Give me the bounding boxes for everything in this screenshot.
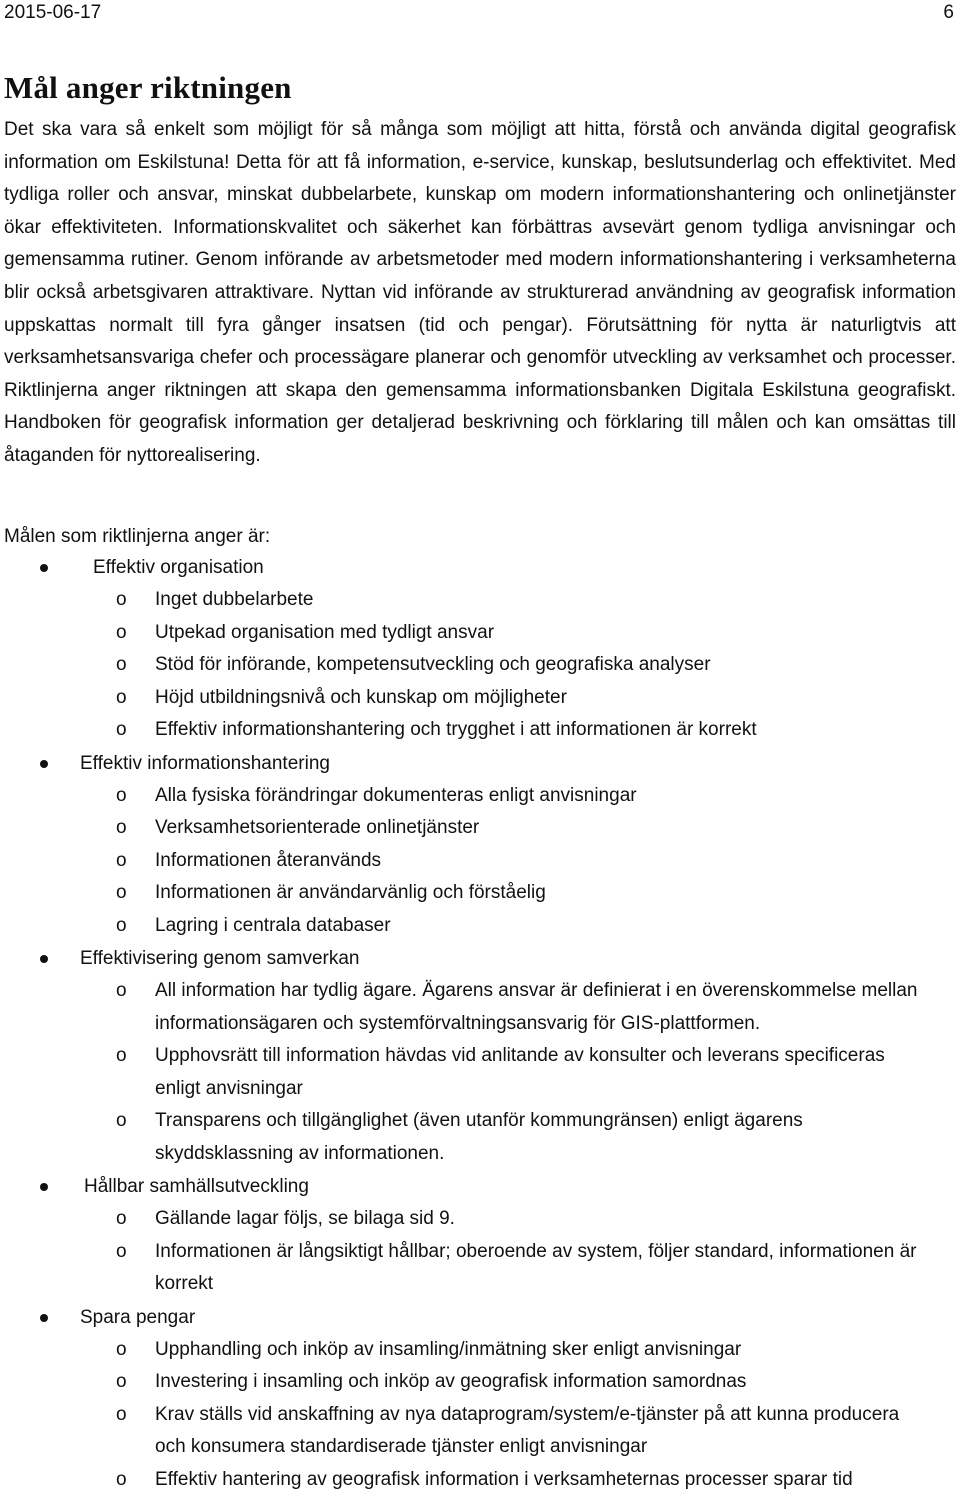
sub-item-text: Stöd för införande, kompetensutveckling och geografiska analyser bbox=[155, 654, 711, 675]
bullet-icon bbox=[40, 564, 48, 572]
ring-bullet-icon: o bbox=[116, 686, 127, 708]
bullet-icon bbox=[40, 955, 48, 963]
sub-item bbox=[0, 1366, 935, 1399]
goal-item bbox=[0, 1170, 960, 1203]
page-header bbox=[4, 0, 954, 24]
page-number: 6 bbox=[943, 2, 954, 23]
goal-label: Effektiv informationshantering bbox=[80, 752, 330, 774]
goal-label: Effektivisering genom samverkan bbox=[80, 948, 360, 969]
ring-bullet-icon: o bbox=[116, 719, 127, 740]
ring-bullet-icon: o bbox=[116, 817, 127, 838]
sub-item bbox=[0, 845, 935, 878]
sub-item bbox=[0, 1203, 935, 1236]
sub-item-text: Transparens och tillgänglighet (även utanför kommungränsen) enligt ägarens skyddsklassning av informationen. bbox=[155, 1110, 803, 1164]
goal-label: Effektiv organisation bbox=[93, 557, 264, 578]
goal-label: Spara pengar bbox=[80, 1306, 196, 1328]
sub-item bbox=[0, 584, 935, 617]
sub-item bbox=[0, 1105, 935, 1170]
sub-item bbox=[0, 1040, 935, 1105]
sub-item-text: Alla fysiska förändringar dokumenteras enligt anvisningar bbox=[155, 784, 637, 806]
sub-item-text: Upphandling och inköp av insamling/inmätning sker enligt anvisningar bbox=[155, 1338, 742, 1360]
header-date: 2015-06-17 bbox=[4, 2, 102, 23]
sub-item-text: Upphovsrätt till information hävdas vid anlitande av konsulter och leverans specificeras enligt anvisningar bbox=[155, 1045, 885, 1099]
sub-item bbox=[0, 1236, 935, 1301]
bullet-icon bbox=[40, 760, 48, 768]
sub-item-text: Effektiv informationshantering och trygghet i att informationen är korrekt bbox=[155, 719, 757, 740]
sub-item-text: Lagring i centrala databaser bbox=[155, 914, 391, 936]
goal-item bbox=[0, 747, 960, 780]
sub-item bbox=[0, 910, 935, 943]
ring-bullet-icon: o bbox=[116, 914, 127, 936]
sub-item-text: Gällande lagar följs, se bilaga sid 9. bbox=[155, 1208, 455, 1229]
ring-bullet-icon: o bbox=[116, 1110, 127, 1131]
ring-bullet-icon: o bbox=[116, 882, 127, 903]
ring-bullet-icon: o bbox=[116, 589, 127, 610]
sub-item-text: Höjd utbildningsnivå och kunskap om möjligheter bbox=[155, 686, 567, 708]
ring-bullet-icon: o bbox=[116, 1240, 127, 1262]
sub-item-text: Investering i insamling och inköp av geografisk information samordnas bbox=[155, 1371, 747, 1392]
sub-item-text: Verksamhetsorienterade onlinetjänster bbox=[155, 817, 480, 838]
ring-bullet-icon: o bbox=[116, 1371, 127, 1392]
sub-item-text: Informationen återanvänds bbox=[155, 849, 382, 871]
bullet-icon bbox=[40, 1314, 48, 1322]
sub-item-text: Utpekad organisation med tydligt ansvar bbox=[155, 621, 495, 643]
ring-bullet-icon: o bbox=[116, 654, 127, 675]
sub-item bbox=[0, 617, 935, 650]
sub-item bbox=[0, 1464, 935, 1496]
body-paragraph bbox=[4, 114, 956, 473]
sub-item bbox=[0, 649, 935, 682]
goals-list bbox=[0, 551, 960, 1496]
goal-item bbox=[0, 1301, 960, 1334]
sub-item-text: Krav ställs vid anskaffning av nya dataprogram/system/e-tjänster på att kunna producera och konsumera standardiserade tjänster enligt anvisningar bbox=[155, 1403, 900, 1457]
sub-item-text: All information har tydlig ägare. Ägarens ansvar är definierat i en överenskommelse mellan informationsägaren och systemförvaltningsansvarig för GIS-plattformen. bbox=[155, 980, 918, 1034]
ring-bullet-icon: o bbox=[116, 980, 127, 1001]
bullet-icon bbox=[40, 1183, 48, 1191]
sub-item bbox=[0, 1334, 935, 1367]
ring-bullet-icon: o bbox=[116, 784, 127, 806]
sub-item-text: Effektiv hantering av geografisk information i verksamheternas processer sparar tid bbox=[155, 1468, 853, 1490]
goal-item bbox=[0, 942, 960, 975]
sub-item-text: Informationen är användarvänlig och förståelig bbox=[155, 882, 546, 903]
sub-item bbox=[0, 780, 935, 813]
sub-item bbox=[0, 682, 935, 715]
paragraph-part-2: Informationskvalitet och säkerhet kan förbättras avsevärt genom tydliga anvisningar och gemensamma rutiner. Genom införande av arbetsmetoder med modern informationshantering i verksamheterna blir också arbetsgivaren attraktivare. Nyttan vid införande av strukturerad användning av geografisk information uppskattas normalt till fyra gånger insatsen (tid och pengar). Förutsättning för nytta är naturligtvis att verksamhetsansvariga chefer och processägare planerar och genomför utveckling av verksamhet och processer. Riktlinjerna anger riktningen att skapa den gemensamma informationsbanken Digitala Eskilstuna geografiskt. Handboken för geografisk information ger detaljerad beskrivning och förklaring till målen och kan omsättas till åtaganden för nyttorealisering. bbox=[4, 216, 957, 466]
sub-item bbox=[0, 714, 935, 747]
paragraph-part-1: Det ska vara så enkelt som möjligt för så många som möjligt att hitta, förstå och använda digital geografisk information om Eskilstuna! Detta för att få information, e-service, kunskap, beslutsunderlag och effektivitet. Med tydliga roller och ansvar, minskat dubbelarbete, kunskap om modern informationshantering och onlinetjänster ökar effektiviteten. bbox=[4, 119, 956, 238]
sub-item-text: Informationen är långsiktigt hållbar; oberoende av system, följer standard, informationen är korrekt bbox=[155, 1240, 917, 1294]
ring-bullet-icon: o bbox=[116, 1045, 127, 1066]
sub-item bbox=[0, 1399, 935, 1464]
sub-item-text: Inget dubbelarbete bbox=[155, 589, 314, 610]
ring-bullet-icon: o bbox=[116, 1468, 127, 1490]
page-title: Mål anger riktningen bbox=[4, 70, 292, 105]
sub-item bbox=[0, 975, 935, 1040]
goal-item bbox=[0, 551, 960, 584]
ring-bullet-icon: o bbox=[116, 849, 127, 871]
ring-bullet-icon: o bbox=[116, 1338, 127, 1360]
ring-bullet-icon: o bbox=[116, 621, 127, 643]
goal-label: Hållbar samhällsutveckling bbox=[84, 1176, 309, 1197]
ring-bullet-icon: o bbox=[116, 1208, 127, 1229]
sub-item bbox=[0, 877, 935, 910]
goals-intro: Målen som riktlinjerna anger är: bbox=[4, 526, 271, 547]
sub-item bbox=[0, 812, 935, 845]
ring-bullet-icon: o bbox=[116, 1403, 127, 1425]
